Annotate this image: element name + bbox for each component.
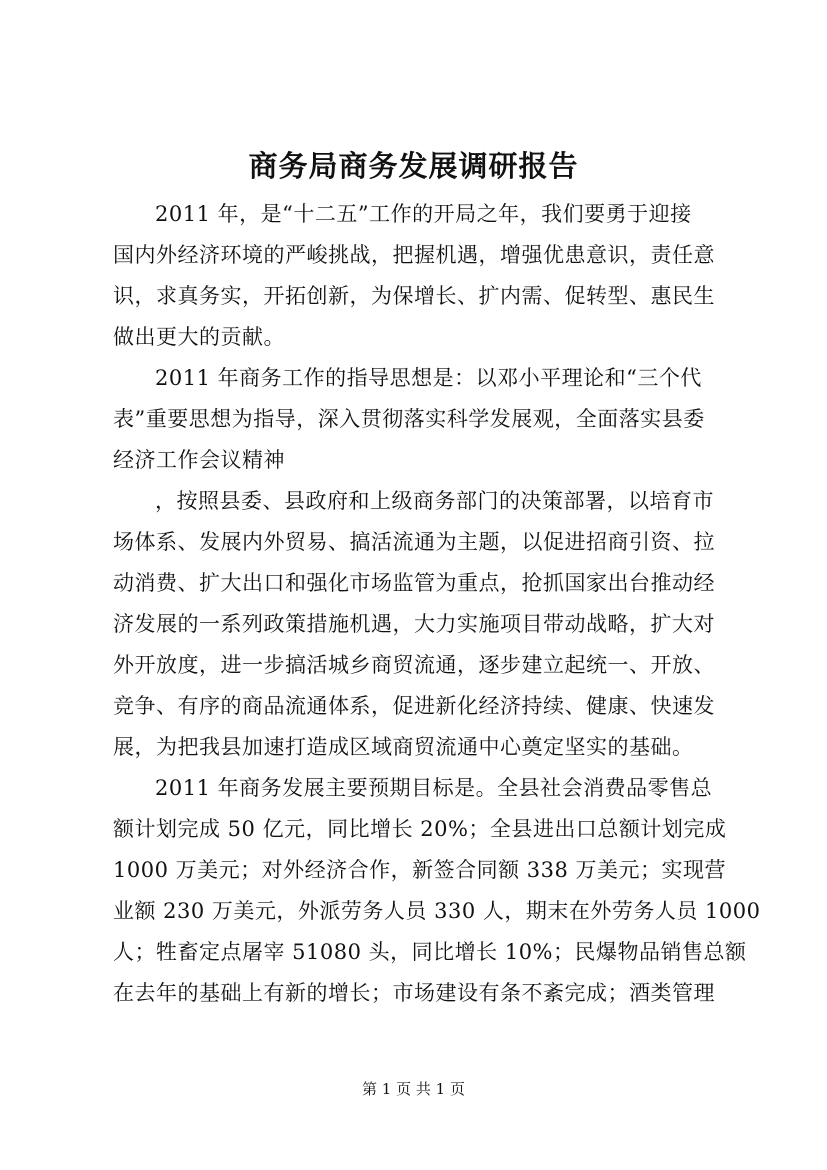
text-line: 1000 万美元；对外经济合作，新签合同额 338 万美元；实现营 [113, 858, 727, 882]
text-line: 竞争、有序的商品流通体系，促进新化经济持续、健康、快速发 [113, 694, 715, 718]
text-line: 场体系、发展内外贸易、搞活流通为主题，以促进招商引资、拉 [113, 530, 715, 554]
text-line: 2011 年商务工作的指导思想是：以邓小平理论和“三个代 [155, 366, 702, 390]
text-line: 外开放度，进一步搞活城乡商贸流通，逐步建立起统一、开放、 [113, 653, 715, 677]
text-line: 国内外经济环境的严峻挑战，把握机遇，增强优患意识，责任意 [113, 243, 715, 267]
text-line: 人；牲畜定点屠宰 51080 头，同比增长 10%；民爆物品销售总额 [113, 940, 747, 964]
text-line: 展，为把我县加速打造成区域商贸流通中心奠定坚实的基础。 [113, 735, 694, 759]
text-line: 2011 年商务发展主要预期目标是。全县社会消费品零售总 [155, 776, 713, 800]
text-line: 济发展的一系列政策措施机遇，大力实施项目带动战略，扩大对 [113, 612, 715, 636]
text-line: 额计划完成 50 亿元，同比增长 20%；全县进出口总额计划完成 [113, 817, 727, 841]
text-line: 动消费、扩大出口和强化市场监管为重点，抢抓国家出台推动经 [113, 571, 715, 595]
text-line: 表”重要思想为指导，深入贯彻落实科学发展观，全面落实县委 [113, 407, 705, 431]
document-title: 商务局商务发展调研报告 [248, 149, 579, 183]
text-line: 业额 230 万美元，外派劳务人员 330 人，期末在外劳务人员 1000 [113, 899, 761, 923]
text-line: 经济工作会议精神 [113, 448, 285, 472]
text-line: 做出更大的贡献。 [113, 325, 285, 349]
page-number-footer: 第 1 页 共 1 页 [362, 1080, 465, 1098]
text-line: 识，求真务实，开拓创新，为保增长、扩内需、促转型、惠民生 [113, 284, 715, 308]
text-line: 在去年的基础上有新的增长；市场建设有条不紊完成；酒类管理 [113, 981, 715, 1005]
text-line: 2011 年，是“十二五”工作的开局之年，我们要勇于迎接 [155, 202, 692, 226]
text-line: ，按照县委、县政府和上级商务部门的决策部署，以培育市 [155, 489, 714, 513]
